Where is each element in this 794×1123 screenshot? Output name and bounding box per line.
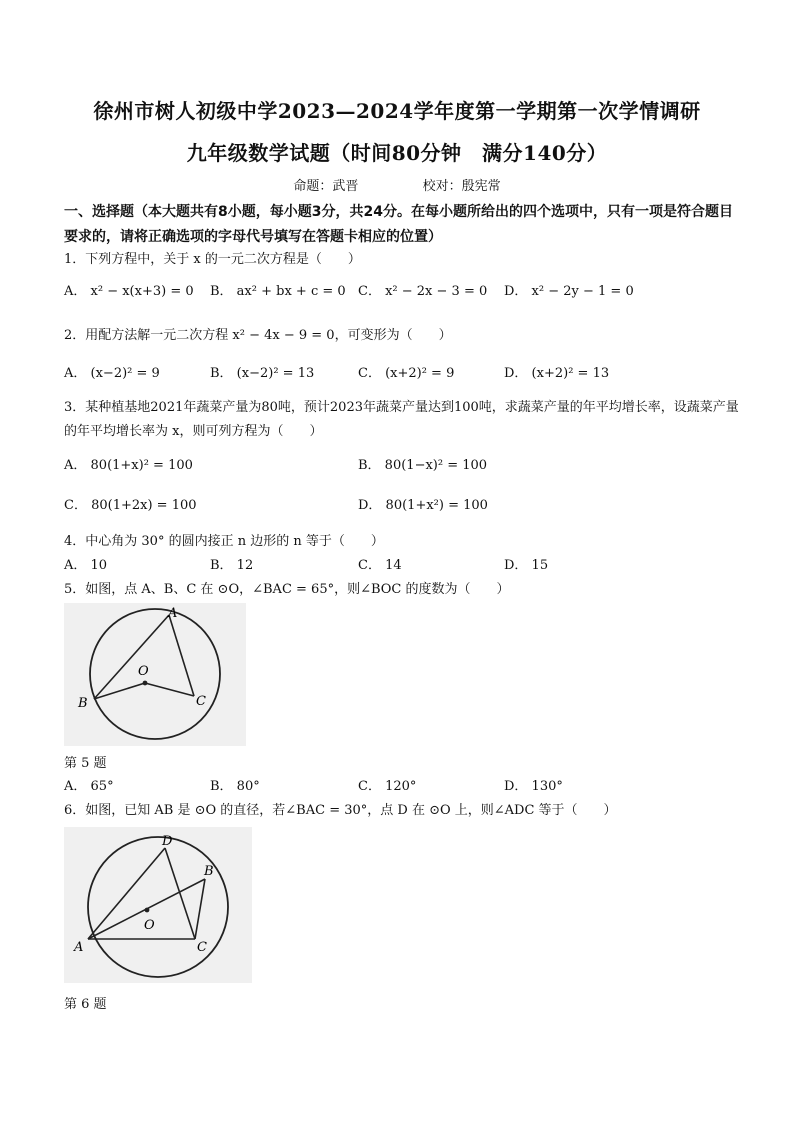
question-2-option-a: A． (x−2)² = 9 xyxy=(64,366,160,381)
question-3-option-a: A． 80(1+x)² = 100 xyxy=(64,458,193,473)
question-1-option-a: A． x² − x(x+3) = 0 xyxy=(64,284,194,299)
exam-title-line1: 徐州市树人初级中学2023—2024学年度第一学期第一次学情调研 xyxy=(93,99,701,123)
question-5-figure xyxy=(64,603,246,746)
segment-ac xyxy=(169,615,194,696)
label-b: B xyxy=(204,864,214,879)
label-c: C xyxy=(196,694,206,709)
question-4-option-c: C． 14 xyxy=(358,558,402,573)
question-6-figure xyxy=(64,827,252,983)
question-1-option-c: C． x² − 2x − 3 = 0 xyxy=(358,284,488,299)
question-3-option-b: B． 80(1−x)² = 100 xyxy=(358,458,488,473)
question-1-option-d: D． x² − 2y − 1 = 0 xyxy=(504,284,634,299)
question-2-option-d: D． (x+2)² = 13 xyxy=(504,366,610,381)
circle-triangle-diagram-5 xyxy=(64,603,246,746)
question-4-stem: 4．中心角为 30° 的圆内接正 n 边形的 n 等于（ ） xyxy=(64,534,384,549)
question-5-caption: 第 5 题 xyxy=(64,756,107,771)
label-a: A xyxy=(168,606,178,621)
label-a: A xyxy=(74,940,84,955)
question-5-stem: 5．如图，点 A、B、C 在 ⊙O，∠BAC = 65°，则∠BOC 的度数为（ ） xyxy=(64,582,510,597)
label-c: C xyxy=(197,940,207,955)
segment-oc xyxy=(145,683,194,696)
question-5-option-a: A． 65° xyxy=(64,779,114,794)
circle-triangle-diagram-6 xyxy=(64,827,252,983)
label-o: O xyxy=(144,918,155,933)
question-1-stem: 1．下列方程中，关于 x 的一元二次方程是（ ） xyxy=(64,252,361,267)
question-2-stem: 2．用配方法解一元二次方程 x² − 4x − 9 = 0，可变形为（ ） xyxy=(64,328,452,343)
author: 命题：武晋 xyxy=(293,179,359,194)
question-6-caption: 第 6 题 xyxy=(64,997,107,1012)
question-4-option-b: B． 12 xyxy=(210,558,254,573)
author-line xyxy=(0,175,794,194)
label-b: B xyxy=(78,696,88,711)
question-6-stem: 6．如图，已知 AB 是 ⊙O 的直径，若∠BAC = 30°，点 D 在 ⊙O 上，则∠ADC 等于（ ） xyxy=(64,803,617,818)
question-4-option-d: D． 15 xyxy=(504,558,549,573)
center-point xyxy=(143,681,148,686)
question-3-option-c: C． 80(1+2x) = 100 xyxy=(64,498,197,513)
question-2-option-c: C． (x+2)² = 9 xyxy=(358,366,455,381)
question-3-stem: 3．某种植基地2021年蔬菜产量为80吨，预计2023年蔬菜产量达到100吨，求蔬菜产量的年平均增长率，设蔬菜产量的年平均增长率为 x，则可列方程为（ ） xyxy=(64,400,739,439)
question-3-option-d: D． 80(1+x²) = 100 xyxy=(358,498,488,513)
question-5-option-d: D． 130° xyxy=(504,779,563,794)
question-5-option-b: B． 80° xyxy=(210,779,260,794)
circle-o xyxy=(88,837,228,977)
circle-o xyxy=(90,609,220,739)
question-4-option-a: A． 10 xyxy=(64,558,108,573)
label-o: O xyxy=(138,664,149,679)
question-5-option-c: C． 120° xyxy=(358,779,417,794)
segment-bc xyxy=(195,879,205,939)
exam-title-line2: 九年级数学试题（时间80分钟 满分140分） xyxy=(186,141,608,165)
section-heading: 一、选择题（本大题共有8小题，每小题3分，共24分。在每小题所给出的四个选项中，只有一项是符合题目要求的，请将正确选项的字母代号填写在答题卡相应的位置） xyxy=(64,204,733,245)
segment-dc xyxy=(165,848,195,939)
question-1-option-b: B． ax² + bx + c = 0 xyxy=(210,284,346,299)
reviewer: 校对：殷宪常 xyxy=(422,179,501,194)
label-d: D xyxy=(162,834,173,849)
center-point xyxy=(145,908,150,913)
question-2-option-b: B． (x−2)² = 13 xyxy=(210,366,315,381)
